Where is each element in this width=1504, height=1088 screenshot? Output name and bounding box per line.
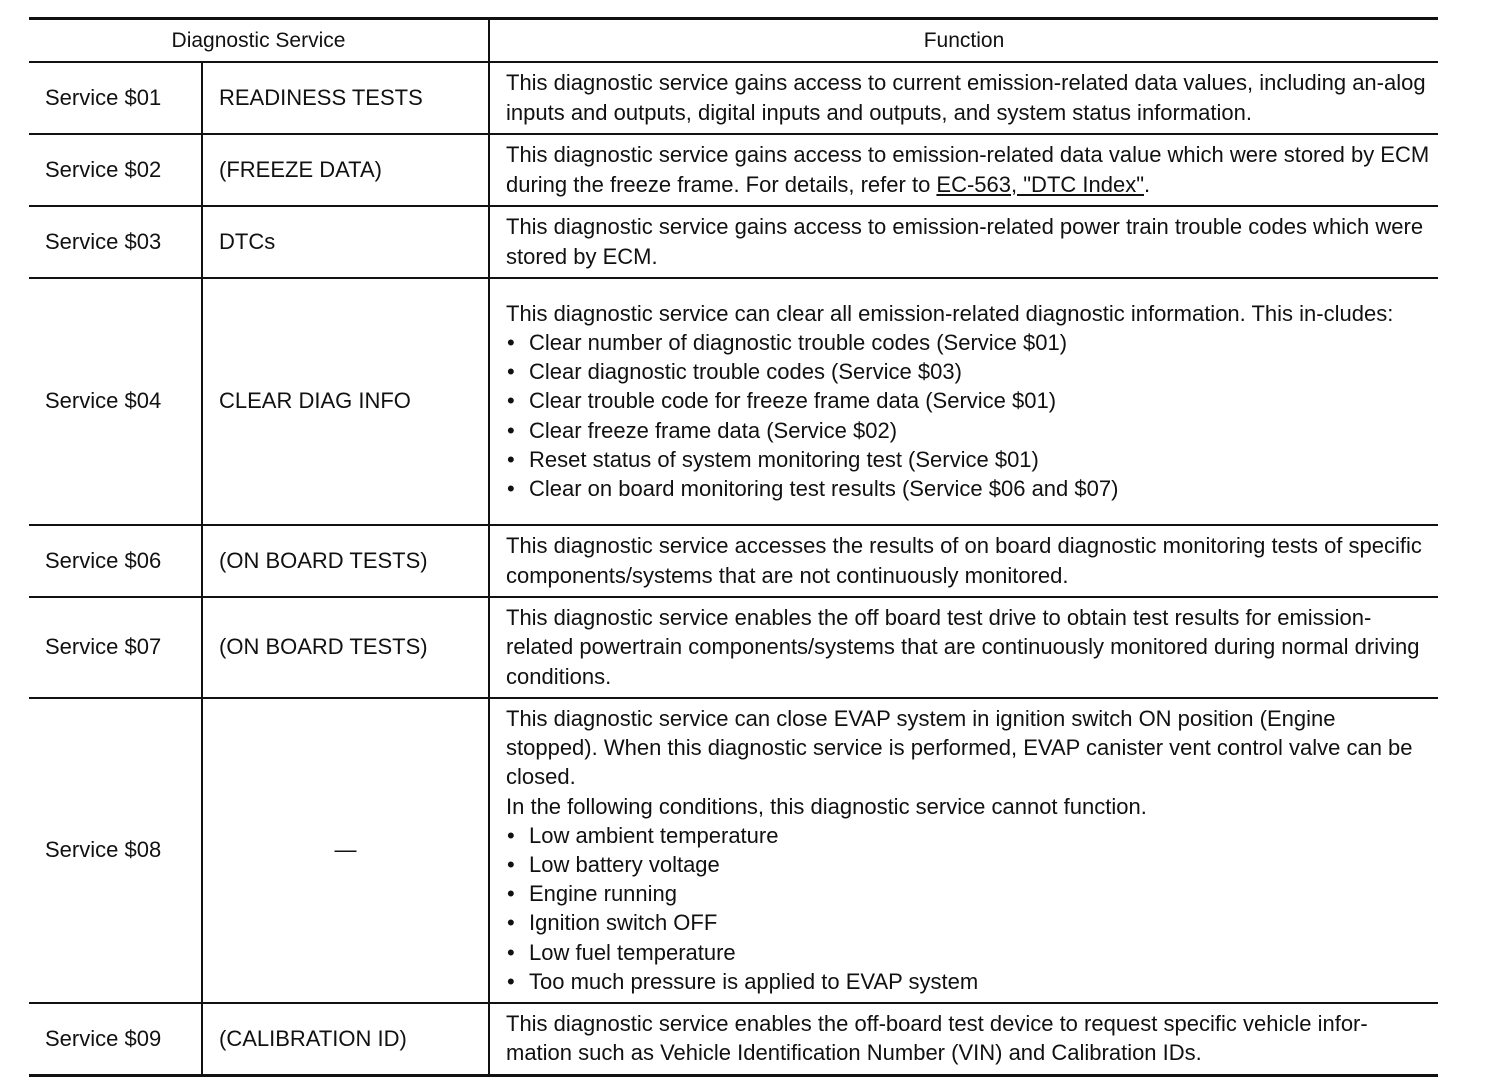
- header-function: Function: [489, 19, 1438, 63]
- service-code: Service $04: [29, 278, 202, 525]
- function-text: This diagnostic service gains access to emission-related data value which were stored by ECM during the freeze frame. For details, refer to: [506, 142, 1430, 197]
- service-code: Service $06: [29, 525, 202, 597]
- service-function: This diagnostic service accesses the results of on board diagnostic monitoring tests of specific components/systems that are not continuously monitored.: [489, 525, 1438, 597]
- bullet-icon: •: [507, 329, 515, 355]
- bullet-icon: •: [507, 417, 515, 443]
- list-item: • Too much pressure is applied to EVAP system: [506, 967, 1432, 996]
- list-item: • Ignition switch OFF: [506, 908, 1432, 937]
- list-item: • Clear trouble code for freeze frame data (Service $01): [506, 386, 1432, 415]
- diagnostic-service-table: [29, 17, 1438, 1077]
- service-name: READINESS TESTS: [202, 62, 489, 134]
- list-item: • Engine running: [506, 879, 1432, 908]
- bullet-icon: •: [507, 968, 515, 994]
- list-item: • Reset status of system monitoring test (Service $01): [506, 445, 1432, 474]
- table-row: [29, 698, 1438, 1003]
- table-row: [29, 62, 1438, 134]
- bullet-icon: •: [507, 476, 515, 501]
- service-name: (ON BOARD TESTS): [202, 597, 489, 698]
- list-item: • Low battery voltage: [506, 850, 1432, 879]
- service-name: CLEAR DIAG INFO: [202, 278, 489, 525]
- list-item: • Low ambient temperature: [506, 821, 1432, 850]
- list-item: • Clear number of diagnostic trouble codes (Service $01): [506, 328, 1432, 357]
- bullet-icon: •: [507, 852, 515, 877]
- service-name: DTCs: [202, 206, 489, 278]
- bullet-icon: •: [507, 822, 515, 848]
- service-code: Service $01: [29, 62, 202, 134]
- function-text-end: .: [1144, 171, 1151, 197]
- header-diagnostic-service: Diagnostic Service: [29, 19, 489, 63]
- service-function: This diagnostic service enables the off board test drive to obtain test results for emission-related powertrain components/systems that are continuously monitored during normal driving conditions.: [489, 597, 1438, 698]
- function-text-conditions: In the following conditions, this diagnostic service cannot function.: [506, 793, 1147, 819]
- table-header-row: [29, 19, 1438, 63]
- service-code: Service $08: [29, 698, 202, 1003]
- table-row: [29, 597, 1438, 698]
- table-row: [29, 278, 1438, 525]
- function-text: This diagnostic service can clear all emission-related diagnostic information. This in-cludes:: [506, 300, 1394, 326]
- list-item: • Clear diagnostic trouble codes (Service $03): [506, 357, 1432, 386]
- list-item: • Clear freeze frame data (Service $02): [506, 416, 1432, 445]
- service-name: (FREEZE DATA): [202, 134, 489, 206]
- service-function: [489, 278, 1438, 525]
- function-text: This diagnostic service can close EVAP system in ignition switch ON position (Engine stopped). When this diagnostic service is performed, EVAP canister vent control valve can be closed.: [506, 705, 1413, 790]
- bullet-icon: •: [507, 939, 515, 965]
- service-code: Service $03: [29, 206, 202, 278]
- service-function: This diagnostic service gains access to current emission-related data values, including an-alog inputs and outputs, digital inputs and outputs, and system status information.: [489, 62, 1438, 134]
- bullet-list: [506, 328, 1432, 503]
- service-name: (ON BOARD TESTS): [202, 525, 489, 597]
- bullet-icon: •: [507, 881, 515, 907]
- dtc-index-link[interactable]: EC-563, "DTC Index": [936, 171, 1145, 197]
- service-name: (CALIBRATION ID): [202, 1003, 489, 1075]
- service-code: Service $09: [29, 1003, 202, 1075]
- service-name: —: [202, 698, 489, 1003]
- service-code: Service $07: [29, 597, 202, 698]
- service-function: This diagnostic service enables the off-board test device to request specific vehicle infor-mation such as Vehicle Identification Number (VIN) and Calibration IDs.: [489, 1003, 1438, 1075]
- table-row: [29, 206, 1438, 278]
- list-item: • Clear on board monitoring test results (Service $06 and $07): [506, 474, 1432, 503]
- table-row: [29, 525, 1438, 597]
- service-code: Service $02: [29, 134, 202, 206]
- service-function: This diagnostic service gains access to emission-related power train trouble codes which were stored by ECM.: [489, 206, 1438, 278]
- service-function: [489, 698, 1438, 1003]
- table-row: [29, 134, 1438, 206]
- bullet-icon: •: [507, 359, 515, 385]
- table-row: [29, 1003, 1438, 1075]
- bullet-icon: •: [507, 910, 515, 936]
- list-item: • Low fuel temperature: [506, 938, 1432, 967]
- bullet-icon: •: [507, 446, 515, 472]
- service-function: [489, 134, 1438, 206]
- bullet-list: [506, 821, 1432, 996]
- bullet-icon: •: [507, 388, 515, 414]
